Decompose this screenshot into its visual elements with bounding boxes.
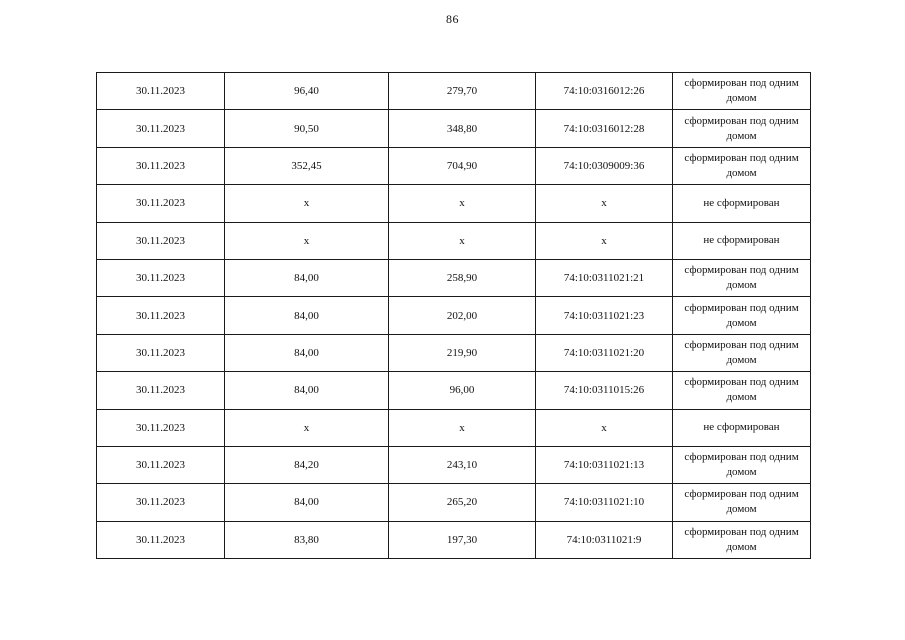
value-b-cell: 197,30 — [389, 521, 536, 558]
value-b-cell: 265,20 — [389, 484, 536, 521]
table-row — [97, 372, 811, 409]
status-cell: сформирован под одним домом — [673, 259, 811, 296]
value-b-cell: х — [389, 222, 536, 259]
value-a-cell: 84,00 — [225, 259, 389, 296]
status-cell: сформирован под одним домом — [673, 484, 811, 521]
value-a-cell: х — [225, 185, 389, 222]
table-row — [97, 73, 811, 110]
table-row — [97, 334, 811, 371]
status-cell: не сформирован — [673, 222, 811, 259]
value-b-cell: х — [389, 409, 536, 446]
date-cell: 30.11.2023 — [97, 297, 225, 334]
status-cell: сформирован под одним домом — [673, 334, 811, 371]
value-b-cell: 219,90 — [389, 334, 536, 371]
table-row — [97, 185, 811, 222]
cadastral-number-cell: 74:10:0316012:26 — [536, 73, 673, 110]
value-a-cell: 84,00 — [225, 297, 389, 334]
value-b-cell: 96,00 — [389, 372, 536, 409]
value-b-cell: 202,00 — [389, 297, 536, 334]
value-b-cell: 258,90 — [389, 259, 536, 296]
value-a-cell: 90,50 — [225, 110, 389, 147]
cadastral-number-cell: 74:10:0311021:9 — [536, 521, 673, 558]
cadastral-number-cell: х — [536, 409, 673, 446]
cadastral-number-cell: 74:10:0309009:36 — [536, 147, 673, 184]
value-a-cell: 84,20 — [225, 446, 389, 483]
cadastral-number-cell: 74:10:0311015:26 — [536, 372, 673, 409]
value-a-cell: 83,80 — [225, 521, 389, 558]
date-cell: 30.11.2023 — [97, 372, 225, 409]
value-a-cell: 84,00 — [225, 372, 389, 409]
cadastral-number-cell: 74:10:0311021:20 — [536, 334, 673, 371]
status-cell: не сформирован — [673, 409, 811, 446]
value-a-cell: 84,00 — [225, 334, 389, 371]
status-cell: сформирован под одним домом — [673, 110, 811, 147]
date-cell: 30.11.2023 — [97, 484, 225, 521]
table-row — [97, 409, 811, 446]
value-b-cell: 243,10 — [389, 446, 536, 483]
data-table — [96, 72, 811, 559]
cadastral-number-cell: х — [536, 185, 673, 222]
cadastral-number-cell: 74:10:0311021:21 — [536, 259, 673, 296]
table-row — [97, 446, 811, 483]
value-b-cell: х — [389, 185, 536, 222]
status-cell: сформирован под одним домом — [673, 147, 811, 184]
date-cell: 30.11.2023 — [97, 334, 225, 371]
table-row — [97, 222, 811, 259]
value-b-cell: 348,80 — [389, 110, 536, 147]
status-cell: сформирован под одним домом — [673, 372, 811, 409]
table-row — [97, 110, 811, 147]
date-cell: 30.11.2023 — [97, 110, 225, 147]
date-cell: 30.11.2023 — [97, 409, 225, 446]
date-cell: 30.11.2023 — [97, 259, 225, 296]
table-row — [97, 259, 811, 296]
value-a-cell: х — [225, 409, 389, 446]
cadastral-number-cell: 74:10:0311021:23 — [536, 297, 673, 334]
date-cell: 30.11.2023 — [97, 185, 225, 222]
status-cell: сформирован под одним домом — [673, 446, 811, 483]
value-b-cell: 279,70 — [389, 73, 536, 110]
table-body — [97, 73, 811, 559]
date-cell: 30.11.2023 — [97, 521, 225, 558]
value-a-cell: х — [225, 222, 389, 259]
table-row — [97, 484, 811, 521]
page-number: 86 — [446, 12, 459, 26]
table-row — [97, 297, 811, 334]
status-cell: сформирован под одним домом — [673, 521, 811, 558]
value-a-cell: 352,45 — [225, 147, 389, 184]
cadastral-number-cell: 74:10:0311021:10 — [536, 484, 673, 521]
date-cell: 30.11.2023 — [97, 147, 225, 184]
table-row — [97, 147, 811, 184]
value-a-cell: 96,40 — [225, 73, 389, 110]
status-cell: сформирован под одним домом — [673, 297, 811, 334]
status-cell: не сформирован — [673, 185, 811, 222]
cadastral-number-cell: 74:10:0316012:28 — [536, 110, 673, 147]
date-cell: 30.11.2023 — [97, 73, 225, 110]
cadastral-number-cell: 74:10:0311021:13 — [536, 446, 673, 483]
cadastral-number-cell: х — [536, 222, 673, 259]
value-a-cell: 84,00 — [225, 484, 389, 521]
table-row — [97, 521, 811, 558]
date-cell: 30.11.2023 — [97, 446, 225, 483]
value-b-cell: 704,90 — [389, 147, 536, 184]
date-cell: 30.11.2023 — [97, 222, 225, 259]
status-cell: сформирован под одним домом — [673, 73, 811, 110]
